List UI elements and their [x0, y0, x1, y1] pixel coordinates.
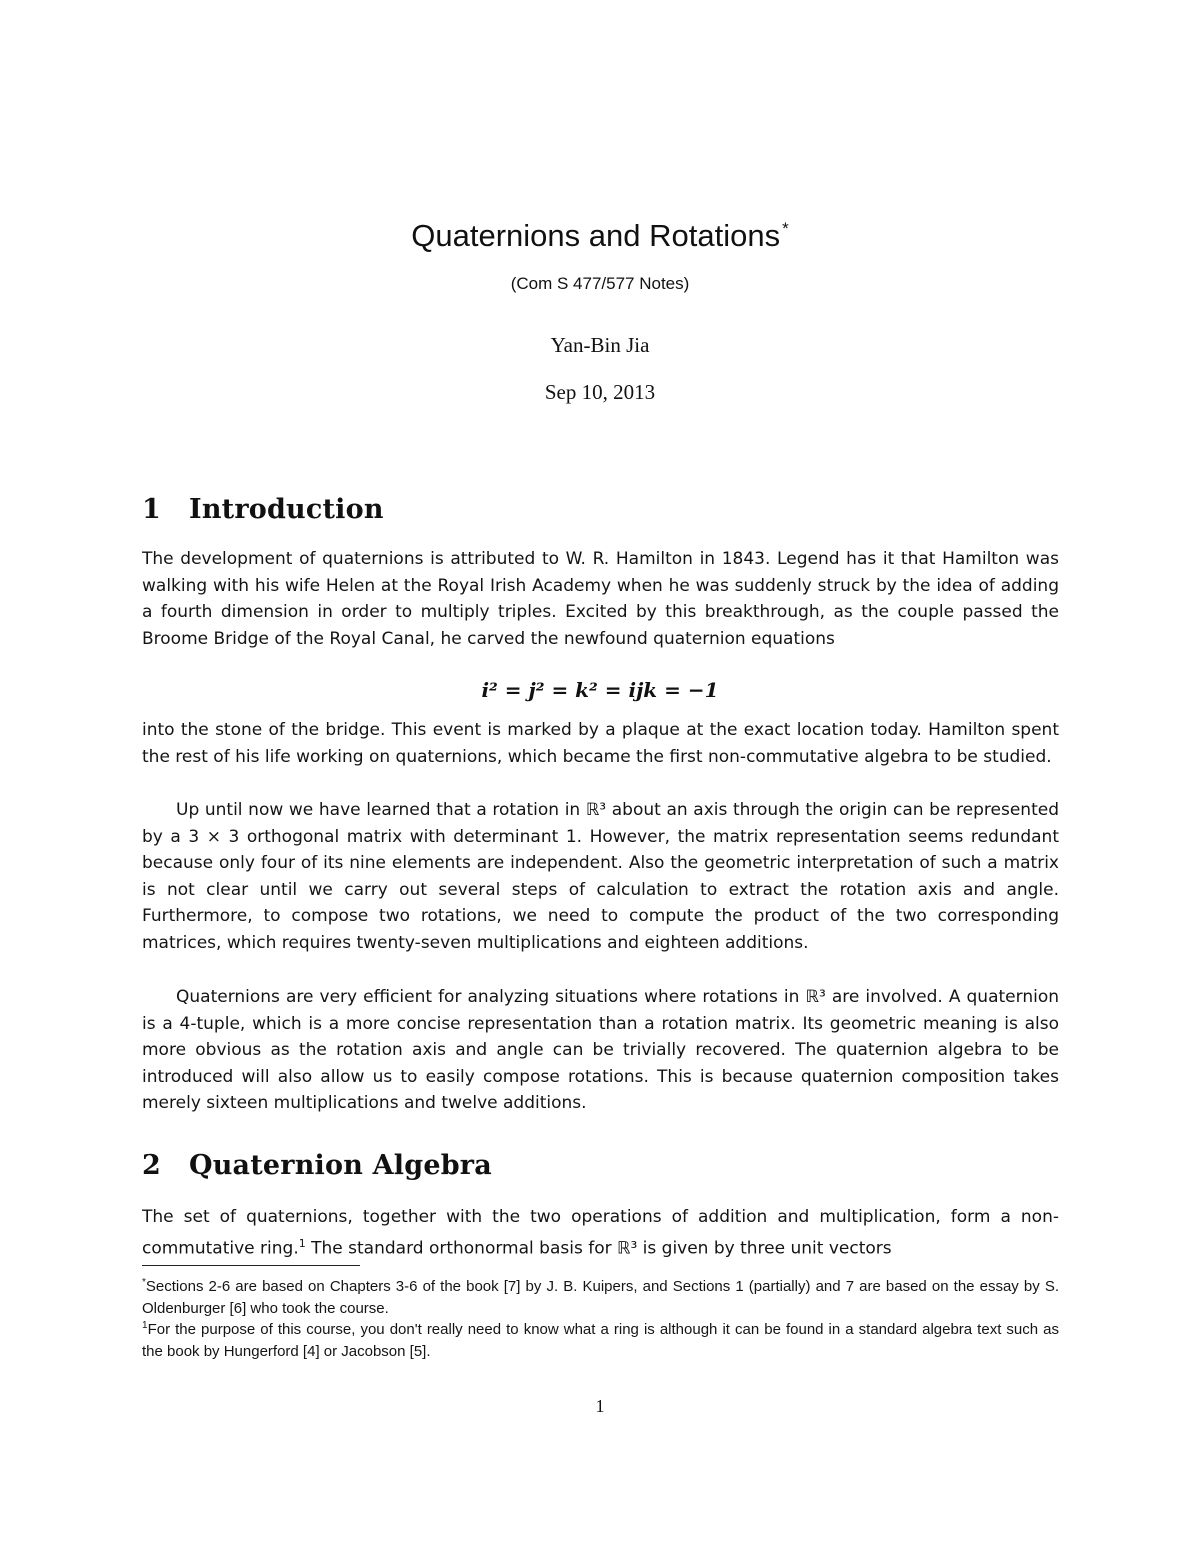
paper-title — [0, 218, 1200, 254]
paper-date: Sep 10, 2013 — [544, 380, 656, 404]
title-text: Quaternions and Rotations — [411, 218, 781, 253]
intro-paragraph-3: Up until now we have learned that a rotation in ℝ³ about an axis through the origin can be represented by a 3 × 3 orthogonal matrix with determinant 1. However, the matrix representation seems redundant because only four of its nine elements are independent. Also the geometric interpretation of such a matrix is not clear until we carry out several steps of calculation to extract the rotation axis and angle. Furthermore, to compose two rotations, we need to compute the product of the two corresponding matrices, which requires twenty-seven multiplications and eighteen additions. — [142, 800, 1059, 953]
section-number: 2 — [142, 1150, 161, 1181]
footnote-mark: * — [142, 1277, 146, 1288]
footnote-text: For the purpose of this course, you don't really need to know what a ring is although it can be found in a standard algebra text such as the book by Hungerford [4] or Jacobson [5]. — [142, 1321, 1059, 1360]
section-heading-quaternion-algebra — [142, 1150, 492, 1181]
author-name: Yan-Bin Jia — [550, 333, 650, 357]
section-number: 1 — [142, 494, 161, 525]
footnote-text: Sections 2-6 are based on Chapters 3-6 of the book [7] by J. B. Kuipers, and Sections 1 (partially) and 7 are based on the essay by S. Oldenburger [6] who took the course. — [142, 1278, 1059, 1317]
intro-paragraph-2: into the stone of the bridge. This event is marked by a plaque at the exact location today. Hamilton spent the rest of his life working on quaternions, which became the first non-commutative algebra to be studied. — [142, 720, 1059, 767]
algebra-text-before: The set of quaternions, together with the two operations of addition and multiplication, form a non-commutative ring. — [142, 1207, 1059, 1259]
algebra-paragraph-1 — [142, 1204, 1059, 1262]
algebra-text-after: The standard orthonormal basis for ℝ³ is given by three unit vectors — [305, 1238, 892, 1259]
page-number: 1 — [595, 1396, 605, 1416]
footnote-mark: 1 — [142, 1320, 148, 1331]
intro-paragraph-1: The development of quaternions is attributed to W. R. Hamilton in 1843. Legend has it that Hamilton was walking with his wife Helen at the Royal Irish Academy when he was suddenly struck by the idea of adding a fourth dimension in order to multiply triples. Excited by this breakthrough, as the couple passed the Broome Bridge of the Royal Canal, he carved the newfound quaternion equations — [142, 549, 1059, 649]
section-title: Introduction — [189, 494, 384, 525]
title-footnote-mark: * — [782, 219, 789, 238]
footnote-ref-1: 1 — [298, 1236, 306, 1250]
footnote-divider — [142, 1265, 360, 1266]
quaternion-equation: i² = j² = k² = ijk = −1 — [481, 678, 719, 702]
intro-paragraph-4: Quaternions are very efficient for analyzing situations where rotations in ℝ³ are involved. A quaternion is a 4-tuple, which is a more concise representation than a rotation matrix. Its geometric meaning is also more obvious as the rotation axis and angle can be trivially recovered. The quaternion algebra to be introduced will also allow us to easily compose rotations. This is because quaternion composition takes merely sixteen multiplications and twelve additions. — [142, 987, 1059, 1114]
section-heading-introduction — [142, 494, 384, 525]
section-title: Quaternion Algebra — [189, 1150, 492, 1181]
paper-subtitle: (Com S 477/577 Notes) — [510, 274, 690, 293]
footnote-1 — [142, 1315, 1059, 1362]
footnote-star — [142, 1272, 1059, 1319]
